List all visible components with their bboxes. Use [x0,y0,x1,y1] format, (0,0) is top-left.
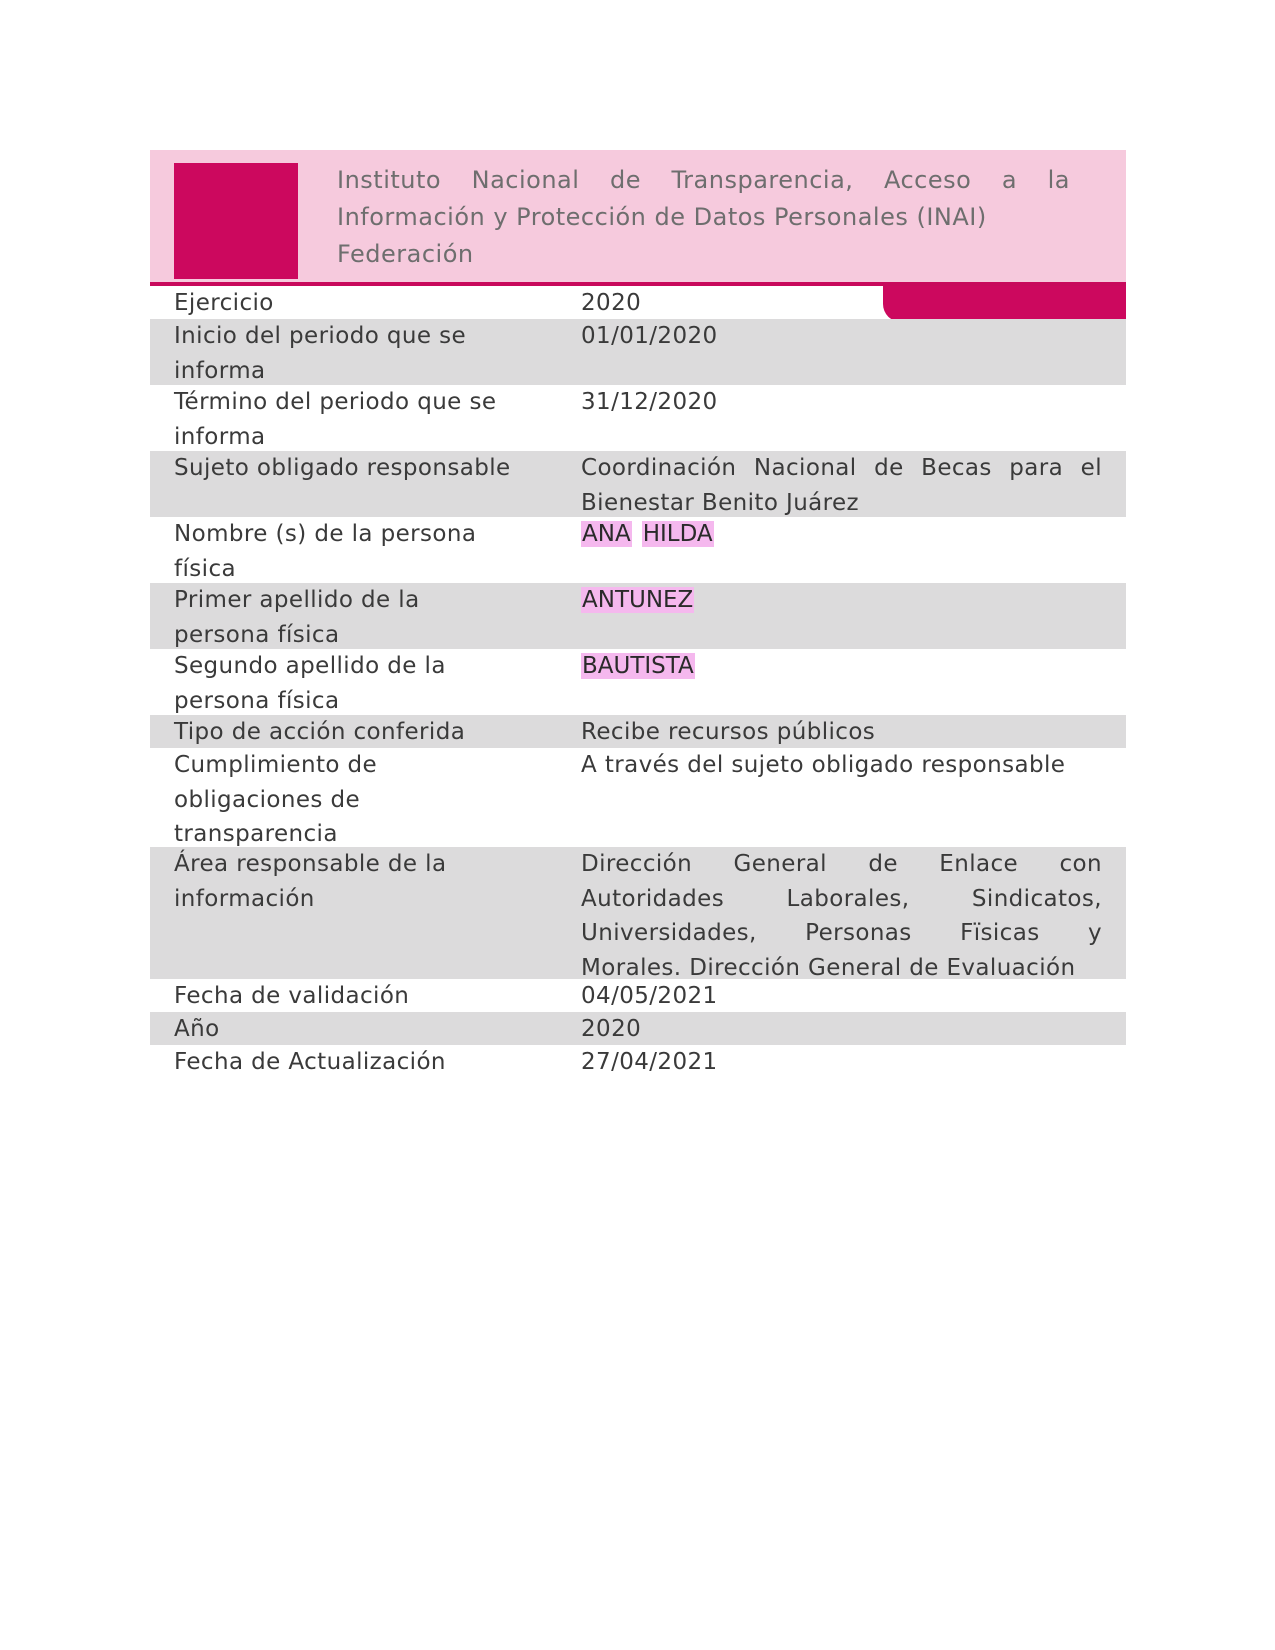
highlight-nombre-2: HILDA [642,521,713,547]
row-termino-periodo [150,385,1126,451]
value-area-line-2: Autoridades Laborales, Sindicatos, [581,885,1102,912]
value-fecha-validacion: 04/05/2021 [581,983,718,1009]
label-primer-line-2: persona física [174,621,340,648]
row-ejercicio [150,286,1126,319]
highlight-segundo-apellido: BAUTISTA [582,653,694,679]
label-termino-periodo [174,385,544,454]
value-sujeto-obligado [581,451,1102,520]
value-sujeto-line-1: Coordinación Nacional de Becas para el [581,455,1102,481]
value-fecha-actualizacion: 27/04/2021 [581,1049,718,1075]
label-segundo-line-1: Segundo apellido de la [174,653,446,679]
value-sujeto-line-2: Bienestar Benito Juárez [581,489,860,516]
label-inicio-periodo [174,319,544,388]
org-line-2: Información y Protección de Datos Personales (INAI) [337,203,987,231]
info-table [150,286,1126,1078]
row-tipo-accion [150,715,1126,748]
highlight-primer-apellido: ANTUNEZ [582,587,694,613]
row-fecha-actualizacion [150,1045,1126,1078]
header-band [150,150,1126,286]
value-area-responsable [581,847,1102,985]
label-inicio-line-2: informa [174,357,266,384]
value-ejercicio: 2020 [581,290,642,316]
org-line-1: Instituto Nacional de Transparencia, Acceso a la [337,166,1070,194]
value-area-line-4: Morales. Dirección General de Evaluación [581,954,1076,981]
label-primer-apellido [174,583,544,652]
label-anio: Año [174,1016,220,1042]
label-sujeto-obligado: Sujeto obligado responsable [174,455,511,481]
row-primer-apellido [150,583,1126,649]
organization-name [337,162,1070,273]
row-fecha-validacion [150,979,1126,1012]
inai-logo [174,163,298,279]
value-primer-apellido [581,583,1102,618]
row-nombre [150,517,1126,583]
label-nombre-line-2: física [174,555,237,582]
label-inicio-line-1: Inicio del periodo que se [174,323,467,349]
label-tipo-accion: Tipo de acción conferida [174,719,466,745]
value-area-line-1: Dirección General de Enlace con [581,851,1102,877]
row-cumplimiento [150,748,1126,847]
label-cumplimiento-line-3: transparencia [174,821,338,847]
label-area-line-1: Área responsable de la [174,851,447,877]
label-termino-line-2: informa [174,423,266,450]
row-sujeto-obligado [150,451,1126,517]
row-segundo-apellido [150,649,1126,715]
label-ejercicio: Ejercicio [174,290,274,316]
value-cumplimiento: A través del sujeto obligado responsable [581,752,1066,778]
highlight-nombre-1: ANA [582,521,631,547]
label-fecha-actualizacion: Fecha de Actualización [174,1049,446,1075]
row-area-responsable [150,847,1126,979]
value-anio: 2020 [581,1016,642,1042]
org-line-3: Federación [337,240,474,268]
row-anio [150,1012,1126,1045]
value-termino-periodo: 31/12/2020 [581,389,718,415]
label-segundo-apellido [174,649,544,718]
row-inicio-periodo [150,319,1126,385]
label-primer-line-1: Primer apellido de la [174,587,420,613]
label-cumplimiento [174,748,544,852]
label-segundo-line-2: persona física [174,687,340,714]
value-nombre [581,517,1102,552]
label-fecha-validacion: Fecha de validación [174,983,410,1009]
label-cumplimiento-line-1: Cumplimiento de [174,752,378,778]
value-area-line-3: Universidades, Personas Fïsicas y [581,920,1102,946]
value-inicio-periodo: 01/01/2020 [581,323,718,349]
value-segundo-apellido [581,649,1102,684]
label-termino-line-1: Término del periodo que se [174,389,497,415]
value-tipo-accion: Recibe recursos públicos [581,719,876,745]
label-area-line-2: información [174,885,315,912]
document [150,150,1126,1078]
label-area-responsable [174,847,544,916]
label-nombre [174,517,544,586]
label-cumplimiento-line-2: obligaciones de [174,786,361,813]
label-nombre-line-1: Nombre (s) de la persona [174,521,477,547]
